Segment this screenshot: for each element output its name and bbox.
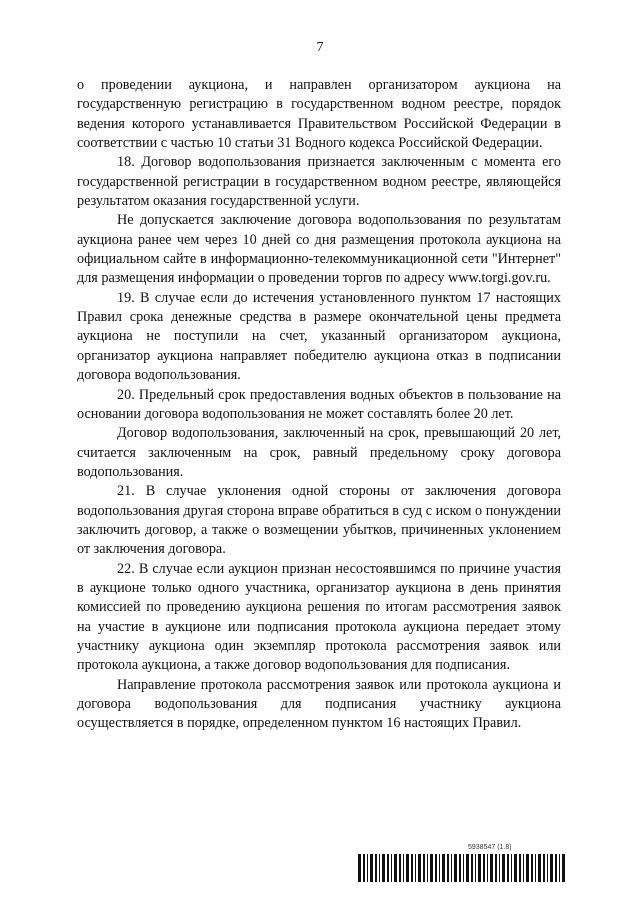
document-body: [77, 76, 561, 734]
barcode-icon: [358, 854, 568, 882]
paragraph-clause-18-note: Не допускается заключение договора водопользования по результатам аукциона ранее чем через 10 дней со дня размещения протокола аукциона на официальном сайте в информационно-телекоммуникационной сети "Интернет" для размещения информации о проведении торгов по адресу www.torgi.gov.ru.: [77, 212, 561, 287]
paragraph-clause-18: 18. Договор водопользования признается заключенным с момента его государственной регистрации в государственном водном реестре, являющейся результатом оказания государственной услуги.: [77, 154, 561, 210]
paragraph-clause-22: 22. В случае если аукцион признан несостоявшимся по причине участия в аукционе только одного участника, организатор аукциона в день принятия комиссией по проведению аукциона решения по итогам рассмотрения заявок на участие в аукционе или подписания протокола аукциона передает этому участнику аукциона один экземпляр протокола рассмотрения заявок или протокола аукциона, а также договор водопользования для подписания.: [77, 560, 561, 674]
document-barcode: [358, 844, 568, 884]
barcode-label: 5938547 (1.8): [468, 844, 512, 851]
paragraph-clause-21: 21. В случае уклонения одной стороны от заключения договора водопользования другая сторона вправе обратиться в суд с иском о понуждении заключить договор, а также о возмещении убытков, причиненных уклонением от заключения договора.: [77, 483, 561, 558]
paragraph-clause-20: 20. Предельный срок предоставления водных объектов в пользование на основании договора водопользования не может составлять более 20 лет.: [77, 386, 561, 422]
paragraph-clause-22-note: Направление протокола рассмотрения заявок или протокола аукциона и договора водопользования для подписания участнику аукциона осуществляется в порядке, определенном пунктом 16 настоящих Правил.: [77, 676, 561, 732]
page-number: 7: [316, 40, 324, 55]
paragraph-clause-20-note: Договор водопользования, заключенный на срок, превышающий 20 лет, считается заключенным на срок, равный предельному сроку договора водопользования.: [77, 425, 561, 480]
paragraph-clause-19: 19. В случае если до истечения установленного пунктом 17 настоящих Правил срока денежные средства в размере окончательной цены предмета аукциона не поступили на счет, указанный организатором аукциона, организатор аукциона направляет победителю аукциона отказ в подписании договора водопользования.: [77, 289, 561, 384]
paragraph-continuation: о проведении аукциона, и направлен организатором аукциона на государственную регистрацию в государственном водном реестре, порядок ведения которого устанавливается Правительством Российской Федерации в соответствии с частью 10 статьи 31 Водного кодекса Российской Федерации.: [77, 77, 561, 152]
